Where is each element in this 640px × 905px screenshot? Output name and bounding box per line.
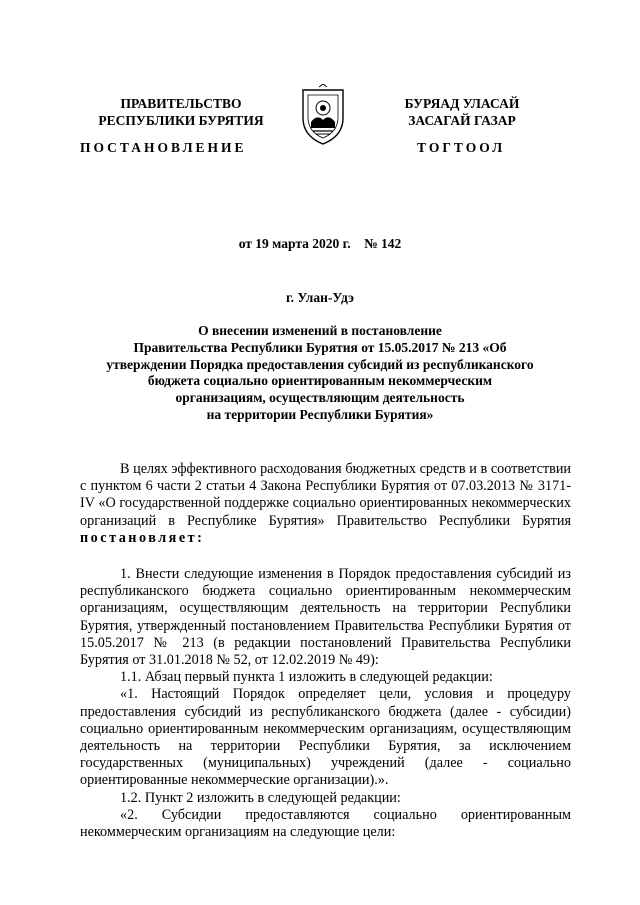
doctype-russian: ПОСТАНОВЛЕНИЕ [80, 140, 247, 155]
title-line: О внесении изменений в постановление [198, 323, 442, 338]
header-right-line2: ЗАСАГАЙ ГАЗАР [408, 113, 516, 128]
body-paragraph: «2. Субсидии предоставляются социально ориентированным некоммерческим организациям на следующие цели: [80, 806, 571, 841]
body-paragraph: 1. Внести следующие изменения в Порядок предоставления субсидий из республиканского бюджета социально ориентированным некоммерческим организациям, осуществляющим деятельность на территории Республики Бурятия, утвержденный постановлением Правительства Республики Бурятия от 15.05.2017 № 213 (в редакции постановлений Правительства Республики Бурятия от 31.01.2018 № 52, от 12.02.2019 № 49): [80, 566, 571, 669]
preamble-emphasis: постановляет: [80, 529, 205, 546]
decree-body [80, 566, 571, 841]
header-left-block [92, 95, 270, 129]
header-right-line1: БУРЯАД УЛАСАЙ [404, 96, 520, 111]
title-line: организациям, осуществляющим деятельность [175, 390, 465, 406]
preamble-paragraph [80, 461, 571, 547]
decree-date-number [0, 236, 640, 252]
preamble-text: В целях эффективного расходования бюджетных средств и в соответствии с пунктом 6 части 2 статьи 4 Закона Республики Бурятия от 07.03.2013 № 3171-IV «О государственной поддержке социально ориентированных некоммерческих организаций в Республике Бурятия» Правительство Республики Бурятия [80, 461, 571, 529]
title-line: Правительства Республики Бурятия от 15.05.2017 № 213 «Об [133, 339, 507, 355]
date-number-text: от 19 марта 2020 г. № 142 [238, 236, 402, 251]
body-paragraph: 1.2. Пункт 2 изложить в следующей редакции: [120, 789, 401, 806]
header-right-block [377, 95, 547, 129]
body-paragraph: «1. Настоящий Порядок определяет цели, условия и процедуру предоставления субсидий из республиканского бюджета (далее - субсидии) социально ориентированным некоммерческим организациям, осуществляющим деятельность на территории Республики Бурятия, за исключением государственных (муниципальных) учреждений (далее - социально ориентированные некоммерческие организации).». [80, 686, 571, 789]
body-paragraph: 1.1. Абзац первый пункта 1 изложить в следующей редакции: [120, 669, 493, 686]
title-line: утверждении Порядка предоставления субсидий из республиканского [106, 356, 534, 372]
decree-city: г. Улан-Удэ [286, 290, 354, 305]
header-left-line2: РЕСПУБЛИКИ БУРЯТИЯ [98, 113, 264, 128]
doctype-buryat: ТОГТООЛ [417, 140, 506, 155]
coat-of-arms-icon [299, 84, 347, 146]
title-line: на территории Республики Бурятия» [206, 406, 434, 422]
title-line: бюджета социально ориентированным некоммерческим [147, 373, 493, 389]
header-left-line1: ПРАВИТЕЛЬСТВО [120, 96, 242, 111]
decree-title [90, 323, 550, 424]
